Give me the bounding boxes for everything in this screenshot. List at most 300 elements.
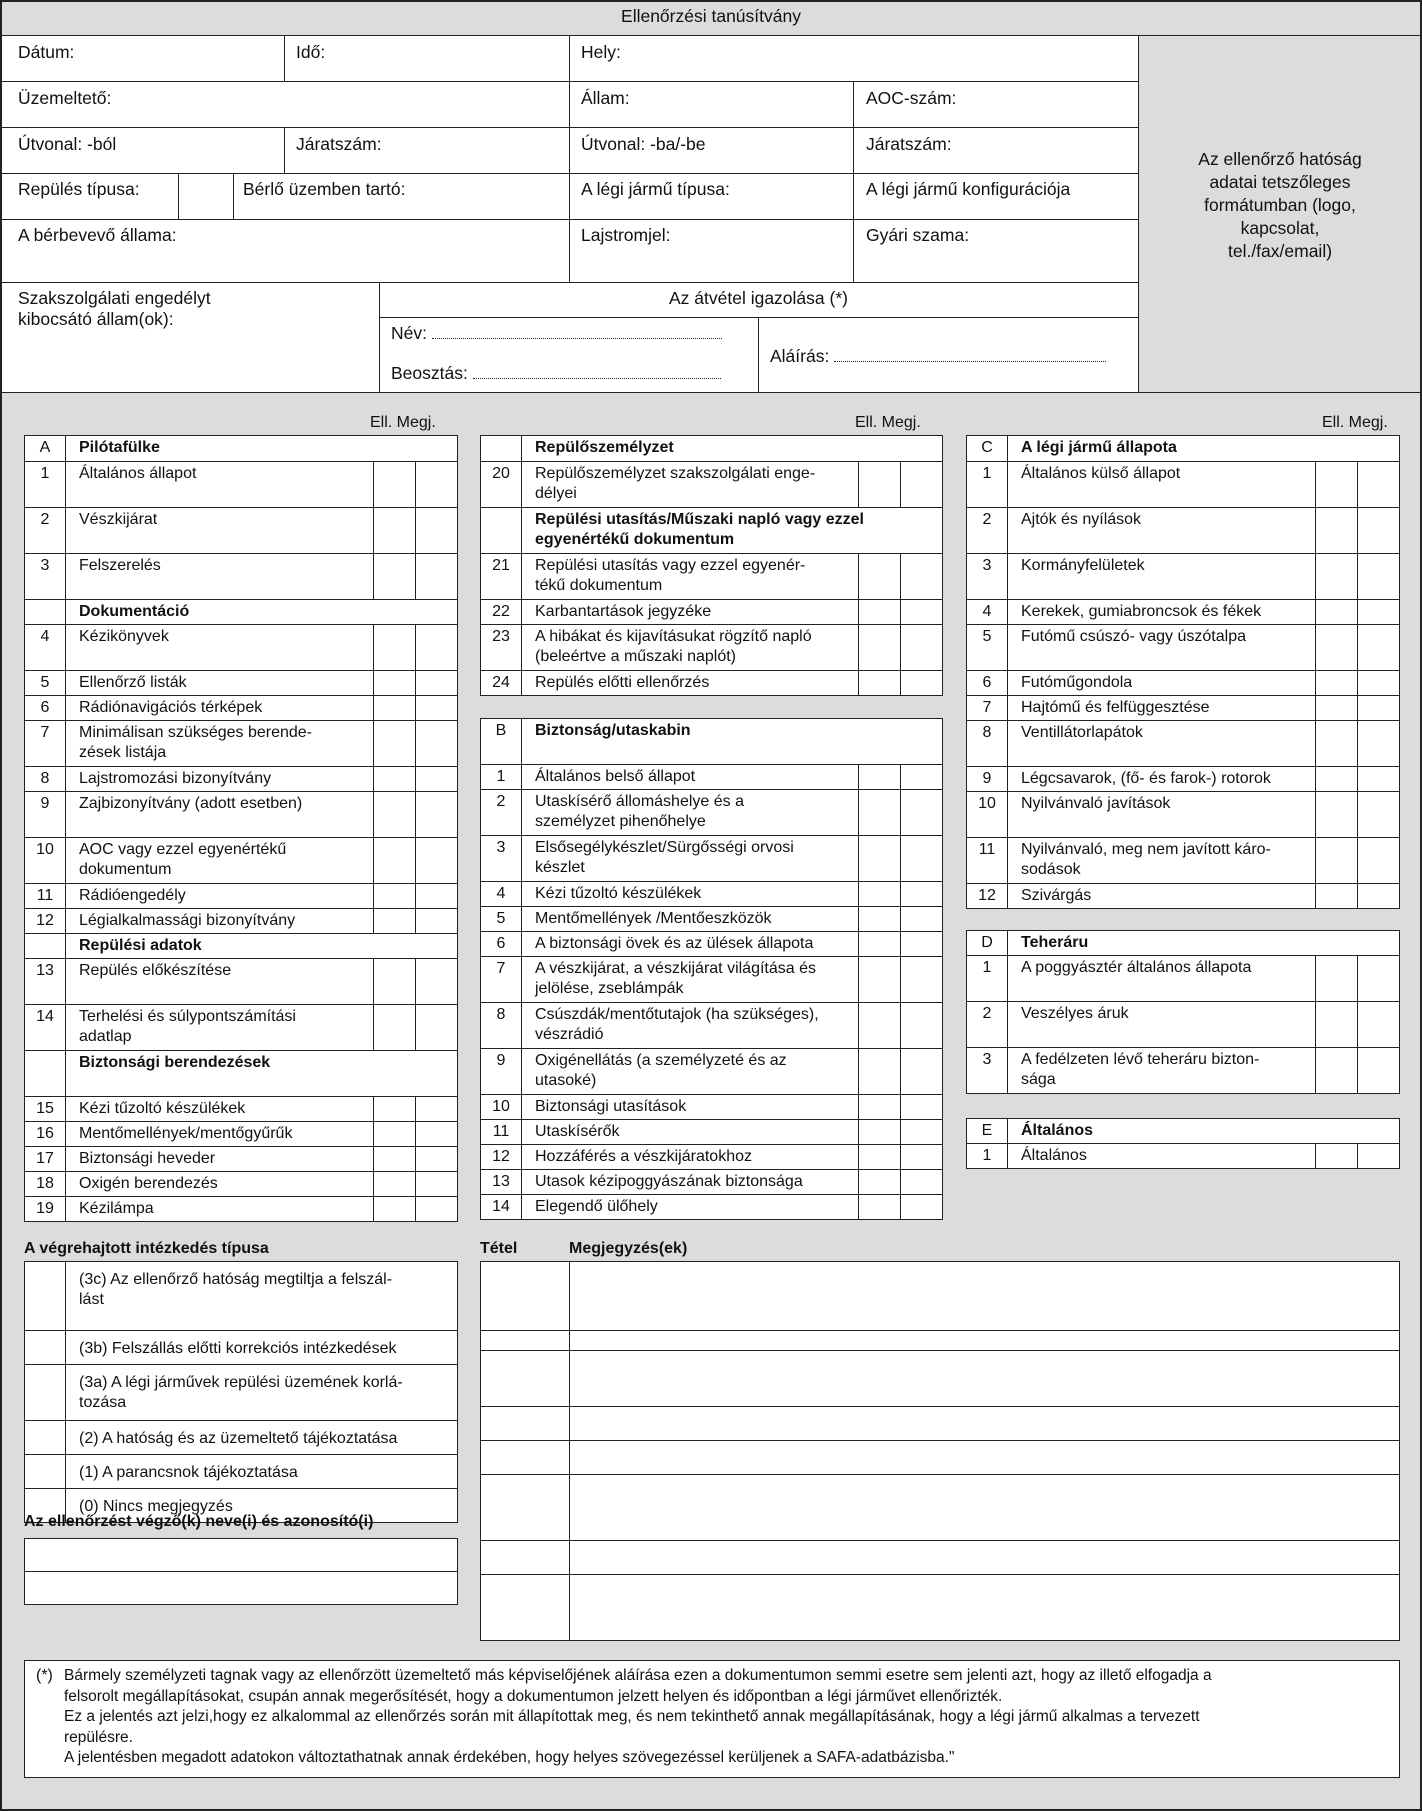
row-number: 1 [40,465,50,482]
row-number: C [981,439,993,456]
row-number: 9 [496,1052,506,1069]
row-label [1021,840,1271,880]
row-number: 1 [982,1147,992,1164]
megj-checkbox[interactable] [415,1121,459,1147]
megj-checkbox[interactable] [900,1048,944,1095]
ell-checkbox[interactable] [858,1194,902,1220]
row-label-line: adatlap [79,1028,132,1045]
megj-checkbox[interactable] [900,624,944,671]
action-checkbox[interactable] [65,1454,66,1489]
megj-checkbox[interactable] [415,720,459,767]
ell-checkbox[interactable] [373,1096,417,1122]
row-label-line: Elsősegélykészlet/Sürgősségi orvosi [535,839,794,856]
row-number: 6 [982,674,992,691]
row-label [79,673,187,693]
row-label [1021,1004,1129,1024]
megj-checkbox[interactable] [900,1119,944,1145]
jaratszam1-label: Járatszám: [296,134,382,154]
megj-checkbox[interactable] [1357,553,1401,600]
row-label-line: A légi jármű állapota [1021,439,1177,456]
ell-megj-header-2: Ell. Megj. [855,414,921,431]
action-label-line: (3b) Felszállás előtti korrekciós intézkedések [79,1340,397,1357]
ell-checkbox[interactable] [373,695,417,721]
checklist-row [24,461,458,508]
uzemelteto-label: Üzemeltető: [18,88,112,108]
ido-label: Idő: [296,42,326,62]
megj-checkbox[interactable] [415,695,459,721]
checklist-row [966,553,1400,600]
row-number: 10 [36,841,54,858]
row-number: 5 [40,674,50,691]
row-label-line: Biztonság/utaskabin [535,722,691,739]
megj-checkbox[interactable] [415,624,459,671]
row-label-line: Utaskísérő állomáshelye és a [535,793,744,810]
row-label-line: Zajbizonyítvány (adott esetben) [79,795,303,812]
row-label [1021,933,1088,953]
megj-checkbox[interactable] [415,791,459,838]
ell-checkbox[interactable] [1315,553,1359,600]
ell-checkbox[interactable] [1315,461,1359,508]
megj-checkbox[interactable] [900,553,944,600]
megj-checkbox[interactable] [415,1171,459,1197]
row-number: 19 [36,1200,54,1217]
ell-checkbox[interactable] [373,461,417,508]
megj-checkbox[interactable] [1357,766,1401,792]
ell-checkbox[interactable] [858,1048,902,1095]
ell-checkbox[interactable] [858,624,902,671]
row-label-line: AOC vagy ezzel egyenértékű [79,841,287,858]
allam-label: Állam: [581,88,630,108]
ell-checkbox[interactable] [373,1004,417,1051]
action-type-row [24,1261,458,1331]
row-label [535,1005,819,1045]
action-type-row [24,1330,458,1365]
row-label-line: sodások [1021,861,1081,878]
action-label [79,1339,449,1359]
row-label [79,911,295,931]
authority-line: tel./fax/email) [1227,241,1333,261]
ell-checkbox[interactable] [858,1144,902,1170]
checklist-row [966,1047,1400,1094]
row-label-line: Általános [1021,1147,1087,1164]
gyari-label: Gyári szama: [866,225,970,245]
ell-checkbox[interactable] [1315,1047,1359,1094]
row-label [79,1007,296,1047]
row-label-line: vészrádió [535,1026,604,1043]
megj-checkbox[interactable] [415,837,459,884]
ell-checkbox[interactable] [1315,507,1359,554]
megj-checkbox[interactable] [415,1196,459,1222]
row-label-line: Futóműgondola [1021,674,1133,691]
row-number: 6 [496,935,506,952]
ell-checkbox[interactable] [1315,791,1359,838]
action-checkbox[interactable] [65,1261,66,1331]
row-label-line: Terhelési és súlypontszámítási [79,1008,296,1025]
checklist-row [24,958,458,1005]
row-label-line: Dokumentáció [79,603,190,620]
ell-checkbox[interactable] [373,908,417,934]
row-number: 14 [492,1198,510,1215]
megj-checkbox[interactable] [900,931,944,957]
row-label-line: A vészkijárat, a vészkijárat világítása és [535,960,817,977]
beosztas-field[interactable] [473,362,721,379]
authority-block [1138,148,1422,263]
checklist-row [24,670,458,696]
row-label-line: Rádiónavigációs térképek [79,699,263,716]
row-label [535,1051,787,1091]
row-label [79,556,161,576]
checklist-row [966,1001,1400,1048]
megj-checkbox[interactable] [415,1096,459,1122]
ell-checkbox[interactable] [858,1002,902,1049]
action-type-row [24,1454,458,1489]
nev-label [391,322,722,343]
megj-checkbox[interactable] [415,766,459,792]
authority-line: kapcsolat, [1240,218,1320,238]
row-label [1021,698,1210,718]
row-label-line: dokumentum [79,861,172,878]
row-label-line: Ventillátorlapátok [1021,724,1143,741]
ell-checkbox[interactable] [373,624,417,671]
row-label-line: Repülőszemélyzet [535,439,674,456]
row-label [535,438,674,458]
ell-checkbox[interactable] [373,883,417,909]
row-label [1021,438,1177,458]
footnote-line: felsorolt megállapításokat, csupán annak megerősítését, hogy a dokumentumon jelzett helyen és időpontban a légi járművet ellenőrizték. [64,1687,1003,1705]
megj-checkbox[interactable] [415,461,459,508]
row-label [1021,602,1261,622]
row-label [535,510,864,550]
row-label-line: Utaskísérők [535,1123,620,1140]
section-header-row [966,1118,1400,1144]
row-number: E [981,1122,993,1139]
checklist-row [480,931,943,957]
megj-checkbox[interactable] [415,908,459,934]
ell-checkbox[interactable] [373,507,417,554]
megj-checkbox[interactable] [900,599,944,625]
row-number: 11 [492,1123,510,1140]
checklist-row [966,955,1400,1002]
megjegyzes-label: Megjegyzés(ek) [569,1240,688,1257]
checklist-row [480,461,943,508]
beosztas-label [391,362,721,383]
row-label [79,961,231,981]
checklist-row [480,624,943,671]
authority-line: formátumban (logo, [1204,195,1356,215]
row-label-line: délyei [535,485,577,502]
row-label-line: A biztonsági övek és az ülések állapota [535,935,814,952]
row-label [535,673,709,693]
ell-megj-header-1: Ell. Megj. [370,414,436,431]
footnote-mark: (*) [36,1667,53,1684]
checklist-row [24,883,458,909]
megj-checkbox[interactable] [1357,837,1401,884]
row-label-line: Hajtómű és felfüggesztése [1021,699,1210,716]
megj-checkbox[interactable] [415,1004,459,1051]
megj-checkbox[interactable] [1357,695,1401,721]
megj-checkbox[interactable] [1357,461,1401,508]
row-label-line: Általános állapot [79,465,197,482]
row-label-line: Repülőszemélyzet szakszolgálati enge- [535,465,816,482]
row-number: 13 [36,962,54,979]
ell-checkbox[interactable] [373,1196,417,1222]
row-label-line: Ajtók és nyílások [1021,511,1142,528]
row-number: 10 [492,1098,510,1115]
row-label-line: zések listája [79,744,167,761]
checklist-row [24,908,458,934]
action-checkbox[interactable] [65,1364,66,1421]
row-label [535,602,711,622]
row-label [535,1097,686,1117]
ell-checkbox[interactable] [858,670,902,696]
row-number: 5 [982,628,992,645]
row-label [1021,958,1251,978]
row-number: 4 [982,603,992,620]
checklist-row [966,624,1400,671]
ell-checkbox[interactable] [373,670,417,696]
ell-checkbox[interactable] [1315,1001,1359,1048]
ell-checkbox[interactable] [373,958,417,1005]
ell-checkbox[interactable] [1315,670,1359,696]
megj-checkbox[interactable] [900,1094,944,1120]
inspector-field-2[interactable] [24,1571,458,1605]
row-number: 3 [982,1051,992,1068]
row-number: 1 [496,768,506,785]
row-label [535,1122,619,1142]
row-number: 1 [982,465,992,482]
megj-checkbox[interactable] [1357,507,1401,554]
row-number: 10 [978,795,996,812]
megj-checkbox[interactable] [415,507,459,554]
row-label [535,838,794,878]
megj-checkbox[interactable] [900,1144,944,1170]
ell-checkbox[interactable] [858,1119,902,1145]
checklist-row [966,837,1400,884]
checklist-row [966,1143,1400,1169]
megj-checkbox[interactable] [900,956,944,1003]
ell-checkbox[interactable] [1315,766,1359,792]
checklist-row [480,1194,943,1220]
ell-checkbox[interactable] [373,766,417,792]
action-label [79,1373,449,1413]
megj-checkbox[interactable] [1357,1143,1401,1169]
ell-checkbox[interactable] [858,764,902,790]
ell-checkbox[interactable] [1315,955,1359,1002]
szakszolg-label: Szakszolgálati engedélyt [18,288,211,308]
checklist-row [24,791,458,838]
checklist-row [24,1196,458,1222]
row-label-line: készlet [535,859,585,876]
row-label [1021,794,1170,814]
row-label-line: Ellenőrző listák [79,674,187,691]
megj-checkbox[interactable] [900,1194,944,1220]
ell-checkbox[interactable] [1315,1143,1359,1169]
ell-checkbox[interactable] [858,553,902,600]
footnote-text [64,1666,1390,1769]
row-label-line: Kézi tűzoltó készülékek [79,1100,246,1117]
megj-checkbox[interactable] [900,764,944,790]
row-label [1021,556,1145,576]
ell-checkbox[interactable] [858,906,902,932]
checklist-row [24,624,458,671]
row-label-line: Elegendő ülőhely [535,1198,658,1215]
ell-checkbox[interactable] [373,837,417,884]
checklist-row [966,883,1400,909]
row-label-line: Biztonsági berendezések [79,1054,271,1071]
ell-checkbox[interactable] [373,720,417,767]
ell-checkbox[interactable] [1315,883,1359,909]
nev-field[interactable] [432,322,722,339]
megj-checkbox[interactable] [415,958,459,1005]
row-label [535,884,701,904]
ell-checkbox[interactable] [1315,599,1359,625]
checklist-row [480,1002,943,1049]
megj-checkbox[interactable] [900,789,944,836]
row-label [1021,886,1091,906]
megj-checkbox[interactable] [1357,955,1401,1002]
ell-checkbox[interactable] [858,1169,902,1195]
section-header-row [966,435,1400,462]
row-label [79,602,189,622]
ell-checkbox[interactable] [858,789,902,836]
ell-checkbox[interactable] [1315,624,1359,671]
footnote-line: Ez a jelentés azt jelzi,hogy ez alkalommal az ellenőrzés során mit állapítottak meg, és nem tekinthető annak megállapításának, hogy a légi jármű alkalmas a tervezett [64,1708,1200,1725]
row-label [79,1124,292,1144]
megj-checkbox[interactable] [1357,720,1401,767]
checklist-row [480,1048,943,1095]
row-label [1021,510,1141,530]
ell-checkbox[interactable] [858,1094,902,1120]
megj-checkbox[interactable] [900,881,944,907]
checklist-row [966,599,1400,625]
action-checkbox[interactable] [65,1330,66,1365]
row-label-line: Nyilvánvaló javítások [1021,795,1171,812]
ell-checkbox[interactable] [858,956,902,1003]
megj-checkbox[interactable] [1357,624,1401,671]
section-header-row [24,599,458,625]
section-header-row [24,1050,458,1097]
action-label-line: (1) A parancsnok tájékoztatása [79,1464,298,1481]
megj-checkbox[interactable] [415,553,459,600]
row-label-line: Repülési utasítás vagy ezzel egyenér- [535,557,806,574]
megj-checkbox[interactable] [1357,599,1401,625]
authority-line: adatai tetszőleges [1209,172,1351,192]
ell-checkbox[interactable] [373,1146,417,1172]
ell-checkbox[interactable] [858,835,902,882]
row-number: 17 [36,1150,54,1167]
checklist-row [480,835,943,882]
row-number: 22 [492,603,510,620]
row-label-line: Kézilámpa [79,1200,154,1217]
row-number: 9 [982,770,992,787]
alairas-label [770,345,1106,366]
inspector-field-1[interactable] [24,1538,458,1572]
row-label [79,936,202,956]
row-number: 2 [496,793,506,810]
checklist-row [24,720,458,767]
megj-checkbox[interactable] [415,883,459,909]
row-label [79,1149,215,1169]
megj-checkbox[interactable] [1357,1001,1401,1048]
megj-checkbox[interactable] [900,670,944,696]
inspectors-label: Az ellenőrzést végző(k) neve(i) és azonosító(i) [24,1513,374,1530]
row-number: 8 [982,724,992,741]
megjegyzes-field[interactable] [570,1262,1399,1640]
lajstromjel-label: Lajstromjel: [581,225,671,245]
row-label-line: Biztonsági heveder [79,1150,216,1167]
tetel-field[interactable] [481,1262,568,1640]
checklist-row [24,1121,458,1147]
ell-checkbox[interactable] [373,553,417,600]
row-label-line: Csúszdák/mentőtutajok (ha szükséges), [535,1006,819,1023]
authority-line: Az ellenőrző hatóság [1198,149,1362,169]
ell-checkbox[interactable] [1315,837,1359,884]
row-label-line: Általános [1021,1122,1094,1139]
megj-checkbox[interactable] [1357,883,1401,909]
ell-checkbox[interactable] [373,1121,417,1147]
row-label [1021,769,1271,789]
ell-checkbox[interactable] [1315,720,1359,767]
ell-checkbox[interactable] [858,881,902,907]
megj-checkbox[interactable] [415,1146,459,1172]
row-number: 13 [492,1173,510,1190]
row-label-line: Minimálisan szükséges berende- [79,724,312,741]
jarmu-tipusa-label: A légi jármű típusa: [581,179,730,199]
row-number: 7 [40,724,50,741]
row-number: 7 [496,960,506,977]
ell-checkbox[interactable] [858,599,902,625]
row-label-line: Általános külső állapot [1021,465,1181,482]
megj-checkbox[interactable] [415,670,459,696]
megj-checkbox[interactable] [1357,1047,1401,1094]
ell-checkbox[interactable] [1315,695,1359,721]
megj-checkbox[interactable] [900,906,944,932]
row-label [535,909,772,929]
alairas-field[interactable] [834,345,1106,362]
megj-checkbox[interactable] [900,835,944,882]
row-label-line: A fedélzeten lévő teheráru bizton- [1021,1051,1260,1068]
ell-checkbox[interactable] [858,931,902,957]
row-label [535,1172,803,1192]
row-label-line: sága [1021,1071,1056,1088]
megj-checkbox[interactable] [1357,670,1401,696]
row-number: 3 [40,557,50,574]
row-label-line: Oxigénellátás (a személyzeté és az [535,1052,787,1069]
checklist-row [24,766,458,792]
ell-checkbox[interactable] [373,1171,417,1197]
row-number: 12 [36,912,54,929]
megj-checkbox[interactable] [1357,791,1401,838]
ell-checkbox[interactable] [373,791,417,838]
action-label-line: (3a) A légi járművek repülési üzemének korlá- [79,1374,403,1391]
row-label-line: Rádióengedély [79,887,186,904]
atvetel-heading: Az átvétel igazolása (*) [669,288,848,308]
row-number: 2 [982,511,992,528]
row-label-line: Mentőmellények/mentőgyűrűk [79,1125,293,1142]
action-checkbox[interactable] [65,1420,66,1455]
ell-checkbox[interactable] [858,461,902,508]
row-label-line: személyzet pihenőhelye [535,813,706,830]
row-label [79,840,286,880]
row-label [79,1053,270,1073]
row-label [79,1099,245,1119]
row-label-line: Pilótafülke [79,439,160,456]
row-label [535,959,816,999]
megj-checkbox[interactable] [900,461,944,508]
megj-checkbox[interactable] [900,1002,944,1049]
row-number: 4 [40,628,50,645]
megj-checkbox[interactable] [900,1169,944,1195]
